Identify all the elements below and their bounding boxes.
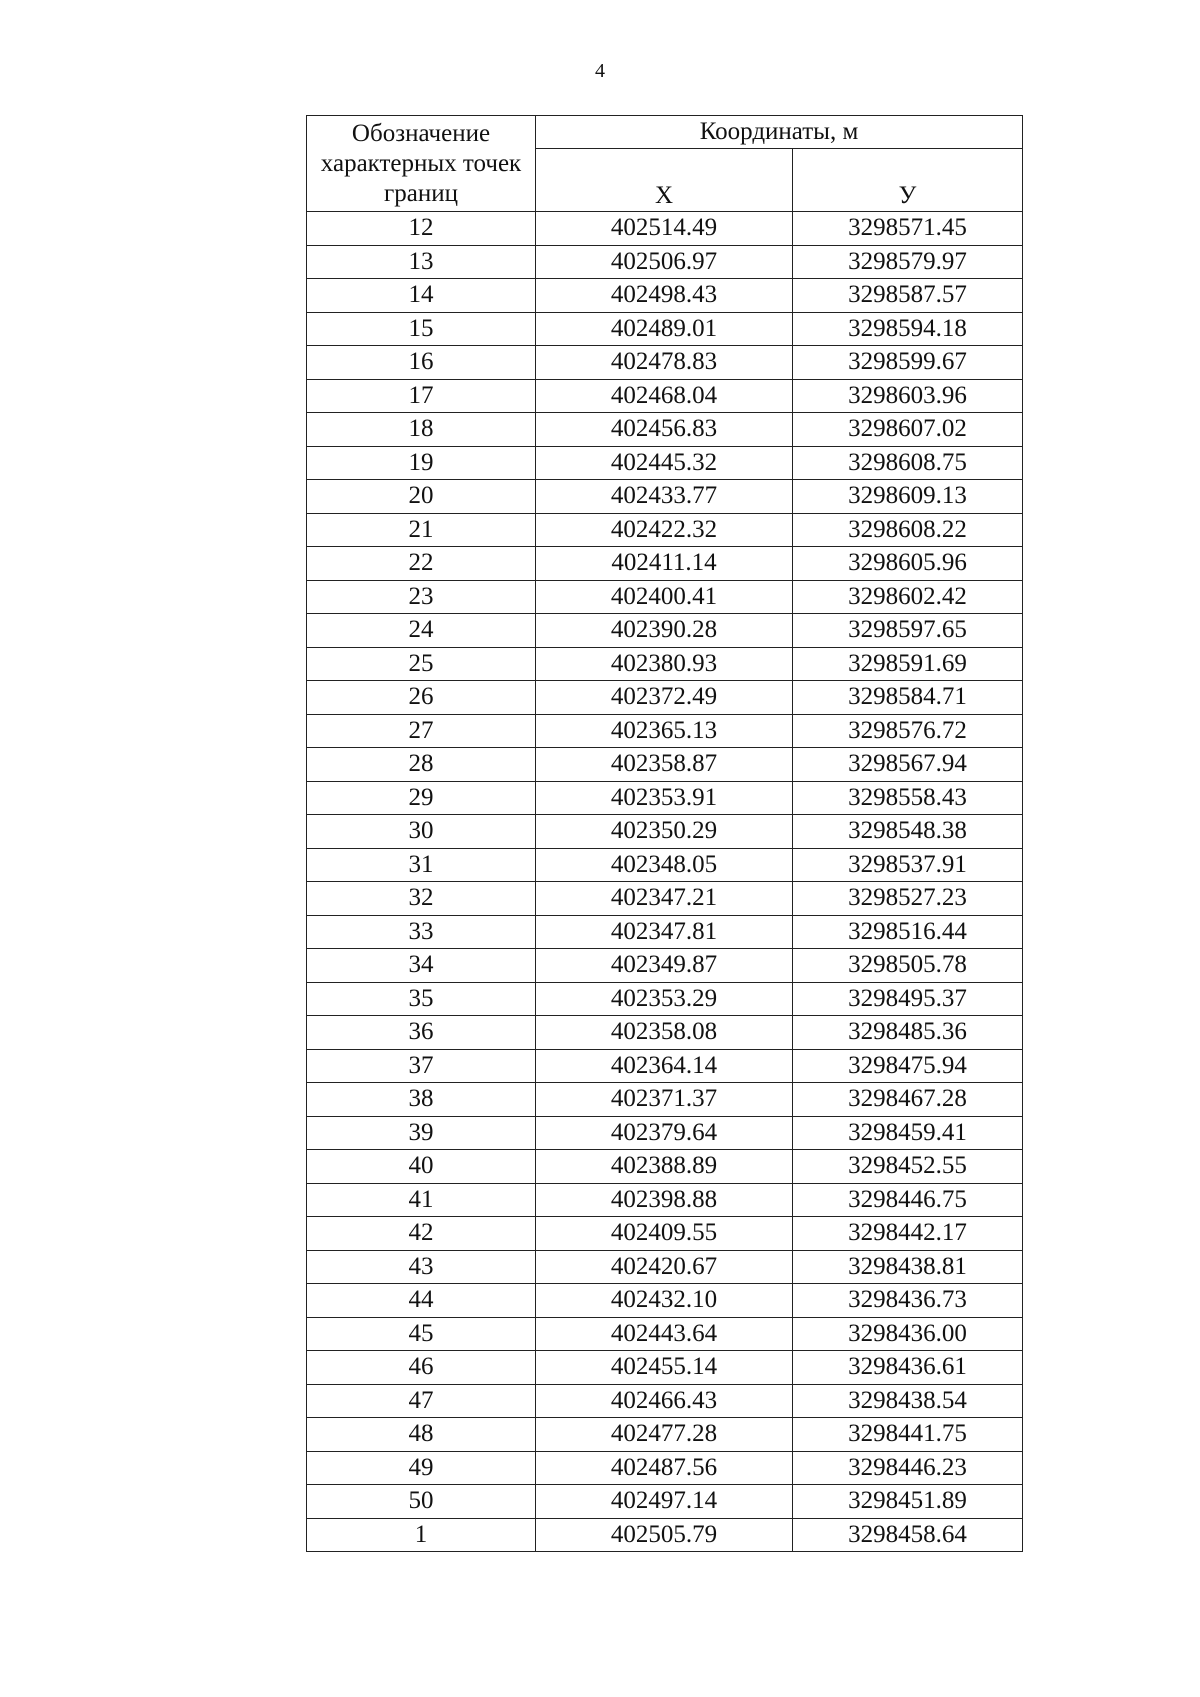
x-coordinate-cell: 402409.55 (536, 1217, 793, 1251)
point-cell: 24 (307, 614, 536, 648)
table-row (307, 245, 1023, 279)
x-coordinate-cell: 402466.43 (536, 1384, 793, 1418)
y-coordinate-cell: 3298597.65 (793, 614, 1023, 648)
x-coordinate-cell: 402358.08 (536, 1016, 793, 1050)
y-coordinate-cell: 3298436.73 (793, 1284, 1023, 1318)
x-coordinate-cell: 402443.64 (536, 1317, 793, 1351)
x-coordinate-cell: 402506.97 (536, 245, 793, 279)
table-row (307, 580, 1023, 614)
point-cell: 42 (307, 1217, 536, 1251)
table-row (307, 714, 1023, 748)
table-row (307, 1016, 1023, 1050)
point-cell: 34 (307, 949, 536, 983)
point-cell: 17 (307, 379, 536, 413)
table-body (307, 212, 1023, 1552)
y-coordinate-cell: 3298602.42 (793, 580, 1023, 614)
point-cell: 14 (307, 279, 536, 313)
table-row (307, 915, 1023, 949)
point-cell: 15 (307, 312, 536, 346)
y-coordinate-cell: 3298441.75 (793, 1418, 1023, 1452)
point-cell: 21 (307, 513, 536, 547)
table-row (307, 614, 1023, 648)
table-row (307, 1418, 1023, 1452)
x-coordinate-cell: 402505.79 (536, 1518, 793, 1552)
x-coordinate-cell: 402456.83 (536, 413, 793, 447)
y-coordinate-cell: 3298558.43 (793, 781, 1023, 815)
x-coordinate-cell: 402371.37 (536, 1083, 793, 1117)
y-coordinate-cell: 3298436.00 (793, 1317, 1023, 1351)
x-coordinate-cell: 402350.29 (536, 815, 793, 849)
table-row (307, 949, 1023, 983)
table-row (307, 513, 1023, 547)
point-cell: 18 (307, 413, 536, 447)
x-coordinate-cell: 402400.41 (536, 580, 793, 614)
y-coordinate-cell: 3298579.97 (793, 245, 1023, 279)
point-cell: 19 (307, 446, 536, 480)
x-coordinate-cell: 402497.14 (536, 1485, 793, 1519)
y-coordinate-cell: 3298438.54 (793, 1384, 1023, 1418)
y-coordinate-cell: 3298587.57 (793, 279, 1023, 313)
table-header (307, 116, 1023, 212)
x-coordinate-cell: 402372.49 (536, 681, 793, 715)
y-coordinate-cell: 3298495.37 (793, 982, 1023, 1016)
x-coordinate-cell: 402353.29 (536, 982, 793, 1016)
table-row (307, 446, 1023, 480)
x-coordinate-cell: 402498.43 (536, 279, 793, 313)
y-coordinate-cell: 3298467.28 (793, 1083, 1023, 1117)
table-row (307, 312, 1023, 346)
table-row (307, 748, 1023, 782)
y-coordinate-cell: 3298605.96 (793, 547, 1023, 581)
x-coordinate-cell: 402358.87 (536, 748, 793, 782)
point-cell: 39 (307, 1116, 536, 1150)
x-coordinate-cell: 402390.28 (536, 614, 793, 648)
x-coordinate-cell: 402489.01 (536, 312, 793, 346)
y-coordinate-cell: 3298599.67 (793, 346, 1023, 380)
x-coordinate-cell: 402347.21 (536, 882, 793, 916)
coordinates-table (306, 115, 1023, 1552)
table-row (307, 1351, 1023, 1385)
table-row (307, 1250, 1023, 1284)
x-coordinate-cell: 402420.67 (536, 1250, 793, 1284)
y-coordinate-cell: 3298548.38 (793, 815, 1023, 849)
point-cell: 41 (307, 1183, 536, 1217)
y-coordinate-cell: 3298591.69 (793, 647, 1023, 681)
point-cell: 45 (307, 1317, 536, 1351)
table-row (307, 1116, 1023, 1150)
y-coordinate-cell: 3298485.36 (793, 1016, 1023, 1050)
y-coordinate-cell: 3298451.89 (793, 1485, 1023, 1519)
y-coordinate-cell: 3298505.78 (793, 949, 1023, 983)
table-row (307, 848, 1023, 882)
y-coordinate-cell: 3298475.94 (793, 1049, 1023, 1083)
y-coordinate-cell: 3298516.44 (793, 915, 1023, 949)
x-coordinate-cell: 402477.28 (536, 1418, 793, 1452)
point-cell: 35 (307, 982, 536, 1016)
y-coordinate-cell: 3298603.96 (793, 379, 1023, 413)
y-coordinate-cell: 3298442.17 (793, 1217, 1023, 1251)
x-coordinate-cell: 402388.89 (536, 1150, 793, 1184)
point-cell: 30 (307, 815, 536, 849)
x-coordinate-cell: 402364.14 (536, 1049, 793, 1083)
point-cell: 25 (307, 647, 536, 681)
point-cell: 33 (307, 915, 536, 949)
x-coordinate-cell: 402349.87 (536, 949, 793, 983)
point-cell: 1 (307, 1518, 536, 1552)
table-row (307, 1284, 1023, 1318)
x-coordinate-cell: 402478.83 (536, 346, 793, 380)
table-row (307, 279, 1023, 313)
x-coordinate-cell: 402422.32 (536, 513, 793, 547)
table-row (307, 1217, 1023, 1251)
point-cell: 16 (307, 346, 536, 380)
point-cell: 44 (307, 1284, 536, 1318)
point-designation-header: Обозначение характерных точек границ (307, 116, 536, 212)
x-coordinate-cell: 402348.05 (536, 848, 793, 882)
page-number: 4 (595, 60, 605, 82)
table-row (307, 413, 1023, 447)
point-cell: 47 (307, 1384, 536, 1418)
x-coordinate-cell: 402353.91 (536, 781, 793, 815)
y-coordinate-cell: 3298527.23 (793, 882, 1023, 916)
y-coordinate-cell: 3298576.72 (793, 714, 1023, 748)
x-coordinate-cell: 402380.93 (536, 647, 793, 681)
table-row (307, 1317, 1023, 1351)
y-coordinate-cell: 3298594.18 (793, 312, 1023, 346)
table-row (307, 1049, 1023, 1083)
point-cell: 22 (307, 547, 536, 581)
table-row (307, 346, 1023, 380)
point-cell: 49 (307, 1451, 536, 1485)
point-cell: 48 (307, 1418, 536, 1452)
x-coordinate-cell: 402398.88 (536, 1183, 793, 1217)
y-coordinate-cell: 3298607.02 (793, 413, 1023, 447)
y-coordinate-cell: 3298567.94 (793, 748, 1023, 782)
table-row (307, 1518, 1023, 1552)
y-coordinate-cell: 3298446.75 (793, 1183, 1023, 1217)
table-row (307, 212, 1023, 246)
table-row (307, 982, 1023, 1016)
x-column-header: X (536, 149, 793, 212)
y-column-header: У (793, 149, 1023, 212)
point-cell: 29 (307, 781, 536, 815)
table-row (307, 681, 1023, 715)
table-row (307, 647, 1023, 681)
point-cell: 27 (307, 714, 536, 748)
table-row (307, 1384, 1023, 1418)
point-cell: 37 (307, 1049, 536, 1083)
y-coordinate-cell: 3298571.45 (793, 212, 1023, 246)
y-coordinate-cell: 3298436.61 (793, 1351, 1023, 1385)
table-row (307, 379, 1023, 413)
x-coordinate-cell: 402455.14 (536, 1351, 793, 1385)
table-row (307, 547, 1023, 581)
y-coordinate-cell: 3298452.55 (793, 1150, 1023, 1184)
table-row (307, 815, 1023, 849)
x-coordinate-cell: 402487.56 (536, 1451, 793, 1485)
point-cell: 36 (307, 1016, 536, 1050)
point-cell: 46 (307, 1351, 536, 1385)
table-row (307, 1485, 1023, 1519)
point-cell: 28 (307, 748, 536, 782)
point-cell: 12 (307, 212, 536, 246)
point-cell: 38 (307, 1083, 536, 1117)
y-coordinate-cell: 3298446.23 (793, 1451, 1023, 1485)
point-cell: 13 (307, 245, 536, 279)
point-cell: 50 (307, 1485, 536, 1519)
x-coordinate-cell: 402365.13 (536, 714, 793, 748)
y-coordinate-cell: 3298458.64 (793, 1518, 1023, 1552)
y-coordinate-cell: 3298608.75 (793, 446, 1023, 480)
x-coordinate-cell: 402432.10 (536, 1284, 793, 1318)
coordinates-header: Координаты, м (536, 116, 1023, 149)
x-coordinate-cell: 402433.77 (536, 480, 793, 514)
table-row (307, 781, 1023, 815)
y-coordinate-cell: 3298609.13 (793, 480, 1023, 514)
x-coordinate-cell: 402468.04 (536, 379, 793, 413)
x-coordinate-cell: 402347.81 (536, 915, 793, 949)
x-coordinate-cell: 402445.32 (536, 446, 793, 480)
point-cell: 31 (307, 848, 536, 882)
table-row (307, 1150, 1023, 1184)
x-coordinate-cell: 402379.64 (536, 1116, 793, 1150)
point-cell: 43 (307, 1250, 536, 1284)
x-coordinate-cell: 402411.14 (536, 547, 793, 581)
point-cell: 20 (307, 480, 536, 514)
table-row (307, 1451, 1023, 1485)
table-row (307, 480, 1023, 514)
table-row (307, 1183, 1023, 1217)
y-coordinate-cell: 3298438.81 (793, 1250, 1023, 1284)
point-cell: 32 (307, 882, 536, 916)
x-coordinate-cell: 402514.49 (536, 212, 793, 246)
point-cell: 26 (307, 681, 536, 715)
table-row (307, 1083, 1023, 1117)
y-coordinate-cell: 3298584.71 (793, 681, 1023, 715)
y-coordinate-cell: 3298537.91 (793, 848, 1023, 882)
point-cell: 23 (307, 580, 536, 614)
point-cell: 40 (307, 1150, 536, 1184)
y-coordinate-cell: 3298459.41 (793, 1116, 1023, 1150)
table-row (307, 882, 1023, 916)
y-coordinate-cell: 3298608.22 (793, 513, 1023, 547)
